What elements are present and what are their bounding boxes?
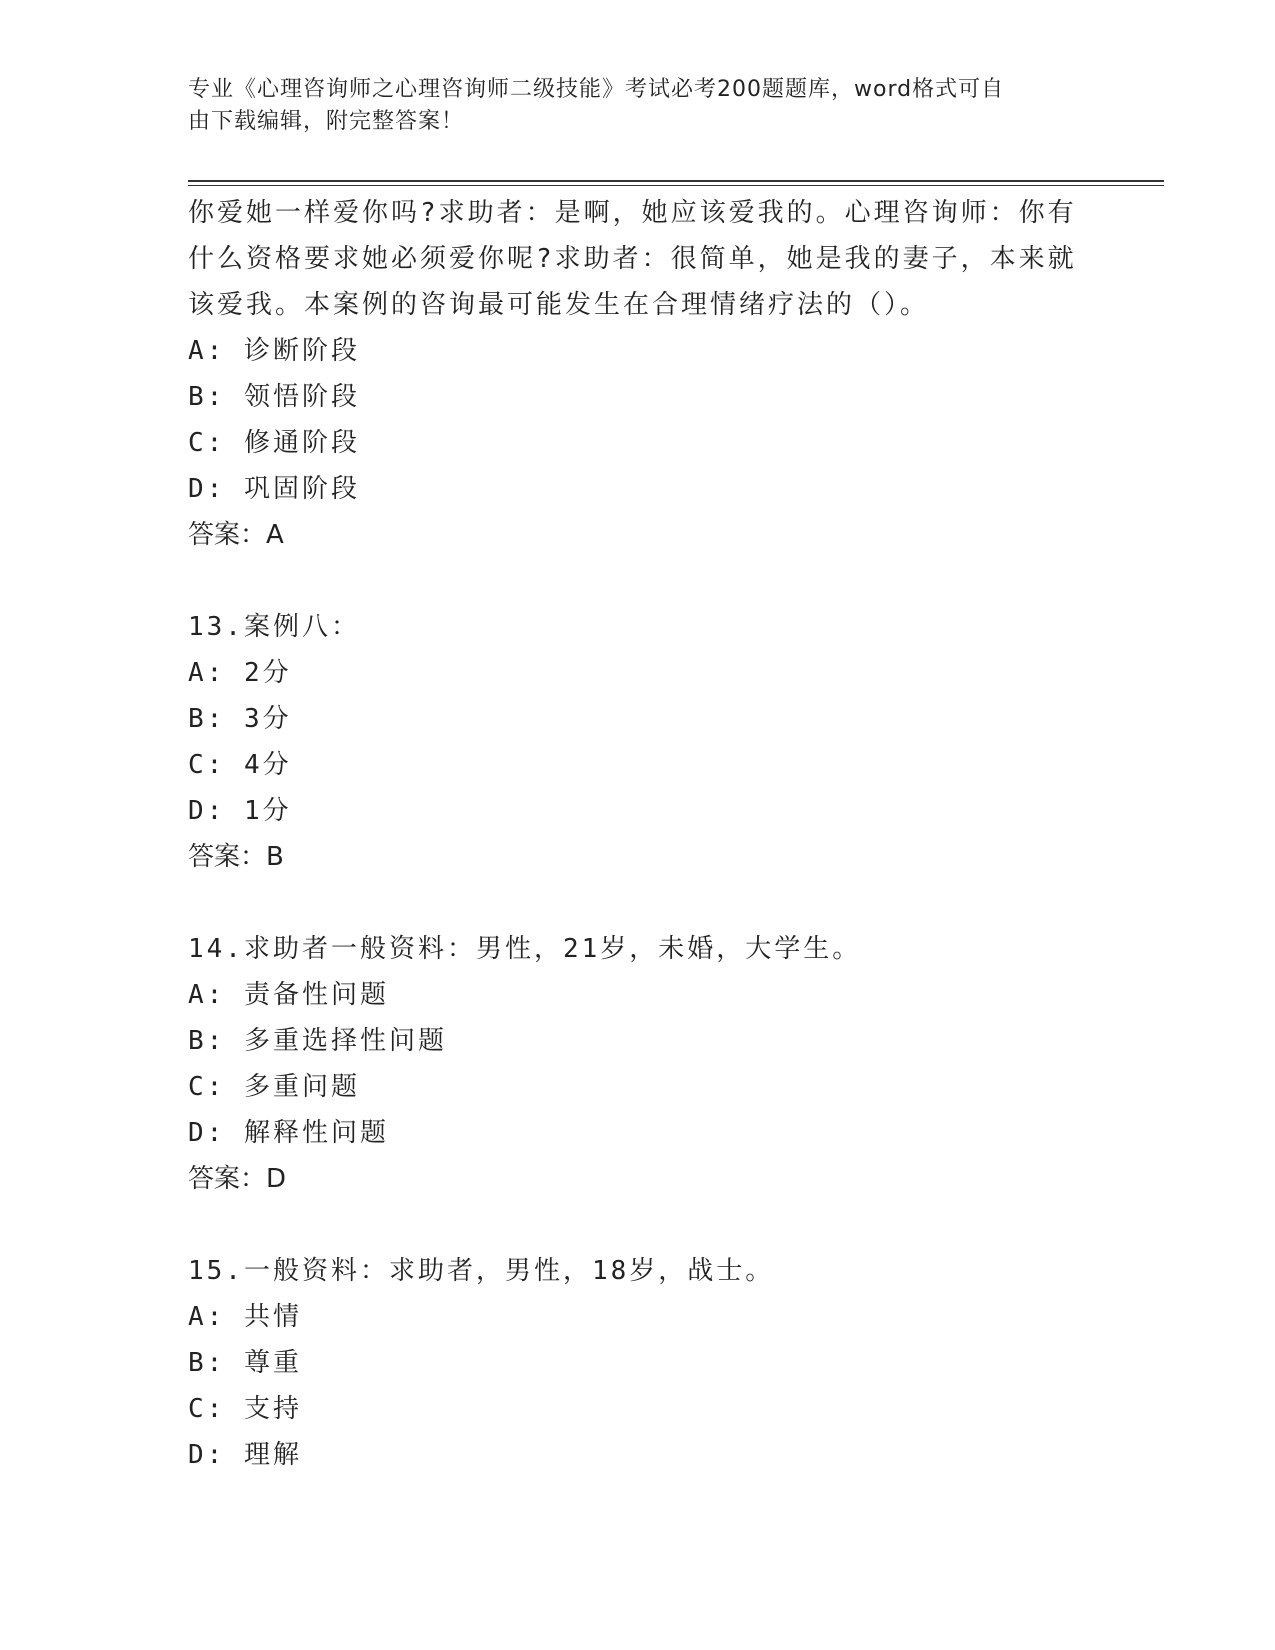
answer: 答案：D bbox=[188, 1164, 287, 1194]
option-a: A: 责备性问题 bbox=[188, 980, 389, 1010]
question-stem-line: 你爱她一样爱你吗?求助者：是啊，她应该爱我的。心理咨询师：你有 bbox=[188, 198, 1077, 228]
question-12 bbox=[188, 190, 1088, 558]
answer: 答案：A bbox=[188, 520, 284, 550]
spacer bbox=[188, 558, 1088, 604]
question-stem: 15.一般资料：求助者，男性，18岁，战士。 bbox=[188, 1256, 775, 1286]
question-stem-line: 该爱我。本案例的咨询最可能发生在合理情绪疗法的（）。 bbox=[188, 290, 930, 320]
option-c: C: 多重问题 bbox=[188, 1072, 360, 1102]
spacer bbox=[188, 1202, 1088, 1248]
header-line-2: 由下载编辑，附完整答案！ bbox=[188, 109, 465, 134]
option-a: A: 共情 bbox=[188, 1302, 302, 1332]
document-header bbox=[188, 74, 1068, 138]
option-b: B: 多重选择性问题 bbox=[188, 1026, 447, 1056]
question-list bbox=[188, 190, 1088, 1478]
spacer bbox=[188, 880, 1088, 926]
header-rule-thick bbox=[188, 180, 1164, 182]
option-d: D: 解释性问题 bbox=[188, 1118, 389, 1148]
question-15 bbox=[188, 1248, 1088, 1478]
option-b: B: 3分 bbox=[188, 704, 292, 734]
option-b: B: 领悟阶段 bbox=[188, 382, 360, 412]
header-line-1: 专业《心理咨询师之心理咨询师二级技能》考试必考200题题库，word格式可自 bbox=[188, 77, 1005, 102]
question-stem-line: 什么资格要求她必须爱你呢?求助者：很简单，她是我的妻子，本来就 bbox=[188, 244, 1077, 274]
question-stem: 14.求助者一般资料：男性，21岁，未婚，大学生。 bbox=[188, 934, 862, 964]
option-c: C: 4分 bbox=[188, 750, 292, 780]
question-14 bbox=[188, 926, 1088, 1202]
option-b: B: 尊重 bbox=[188, 1348, 302, 1378]
option-d: D: 1分 bbox=[188, 796, 292, 826]
answer: 答案：B bbox=[188, 842, 284, 872]
question-13 bbox=[188, 604, 1088, 880]
option-d: D: 巩固阶段 bbox=[188, 474, 360, 504]
option-d: D: 理解 bbox=[188, 1440, 302, 1470]
option-c: C: 支持 bbox=[188, 1394, 302, 1424]
option-a: A: 诊断阶段 bbox=[188, 336, 360, 366]
question-stem: 13.案例八： bbox=[188, 612, 360, 642]
header-rule-thin bbox=[188, 185, 1164, 186]
option-a: A: 2分 bbox=[188, 658, 292, 688]
option-c: C: 修通阶段 bbox=[188, 428, 360, 458]
